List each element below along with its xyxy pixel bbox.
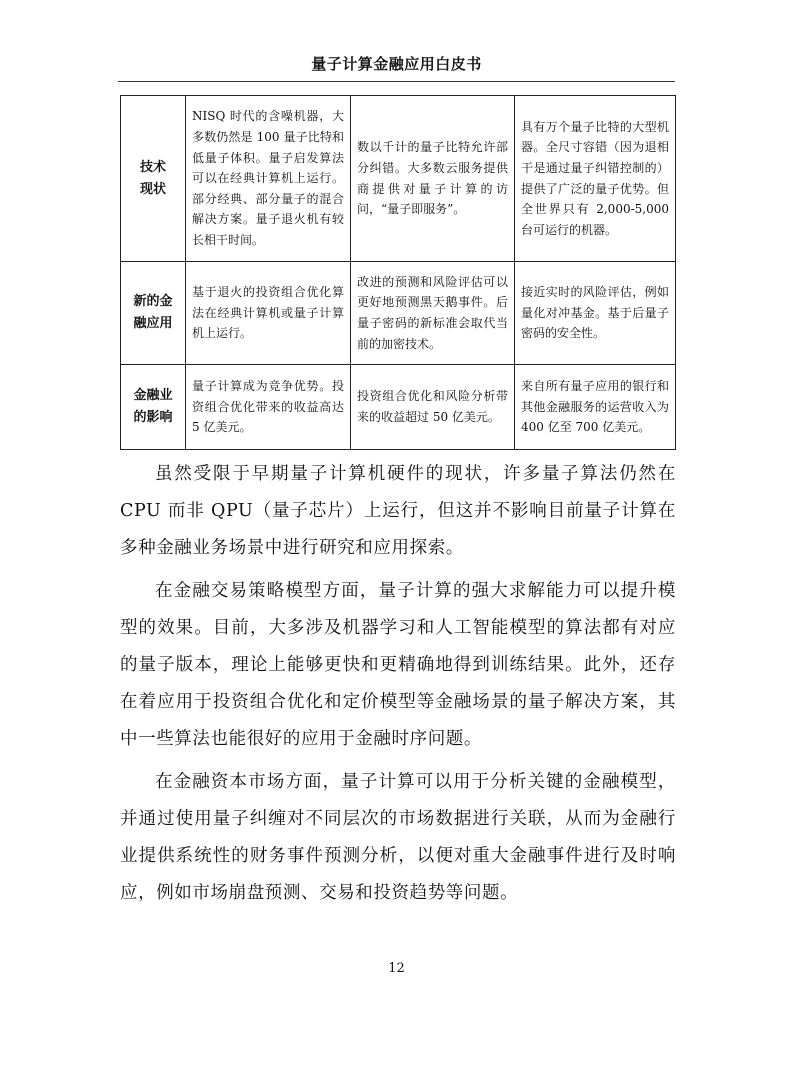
table-cell: 数以千计的量子比特允许部分纠错。大多数云服务提供商提供对量子计算的访问，“量子即服务”。: [351, 96, 515, 262]
body-text: [120, 456, 676, 918]
table-cell: 具有万个量子比特的大型机器。全尺寸容错（因为退相干是通过量子纠错控制的）提供了广泛的量子优势。但全世界只有 2,000-5,000 台可运行的机器。: [515, 96, 676, 262]
table-cell: 改进的预测和风险评估可以更好地预测黑天鹅事件。后量子密码的新标准会取代当前的加密技术。: [351, 262, 515, 365]
table-cell: 投资组合优化和风险分析带来的收益超过 50 亿美元。: [351, 365, 515, 450]
table-row-tech-status: [121, 96, 676, 262]
page-number: 12: [388, 961, 405, 976]
table-cell: 接近实时的风险评估，例如量化对冲基金。基于后量子密码的安全性。: [515, 262, 676, 365]
row-label-text: 金融业 的影响: [133, 388, 173, 425]
row-label-text: 新的金 融应用: [133, 294, 173, 331]
table-cell: NISQ 时代的含噪机器，大多数仍然是 100 量子比特和低量子体积。量子启发算法可以在经典计算机上运行。部分经典、部分量子的混合解决方案。量子退火机有较长相干时间。: [186, 96, 351, 262]
table-cell: 量子计算成为竞争优势。投资组合优化带来的收益高达 5 亿美元。: [186, 365, 351, 450]
table-cell: 基于退火的投资组合优化算法在经典计算机或量子计算机上运行。: [186, 262, 351, 365]
table-row-industry-impact: [121, 365, 676, 450]
row-label: [121, 96, 186, 262]
paragraph: 在金融交易策略模型方面，量子计算的强大求解能力可以提升模型的效果。目前，大多涉及机器学习和人工智能模型的算法都有对应的量子版本，理论上能够更快和更精确地得到训练结果。此外，还存在着应用于投资组合优化和定价模型等金融场景的量子解决方案，其中一些算法也能很好的应用于金融时序问题。: [120, 581, 676, 749]
table-row-new-applications: [121, 262, 676, 365]
table-cell: 来自所有量子应用的银行和其他金融服务的运营收入为 400 亿至 700 亿美元。: [515, 365, 676, 450]
row-label-text: 技术 现状: [139, 159, 166, 197]
paragraph: 在金融资本市场方面，量子计算可以用于分析关键的金融模型，并通过使用量子纠缠对不同层次的市场数据进行关联，从而为金融行业提供系统性的财务事件预测分析，以便对重大金融事件进行及时响应，例如市场崩盘预测、交易和投资趋势等问题。: [120, 772, 676, 903]
running-header: [118, 54, 675, 82]
row-label: [121, 365, 186, 450]
row-label: [121, 262, 186, 365]
quantum-finance-stage-table: [120, 95, 676, 450]
document-title: 量子计算金融应用白皮书: [311, 55, 482, 73]
paragraph: 虽然受限于早期量子计算机硬件的现状，许多量子算法仍然在 CPU 而非 QPU（量子芯片）上运行，但这并不影响目前量子计算在多种金融业务场景中进行研究和应用探索。: [120, 464, 676, 558]
